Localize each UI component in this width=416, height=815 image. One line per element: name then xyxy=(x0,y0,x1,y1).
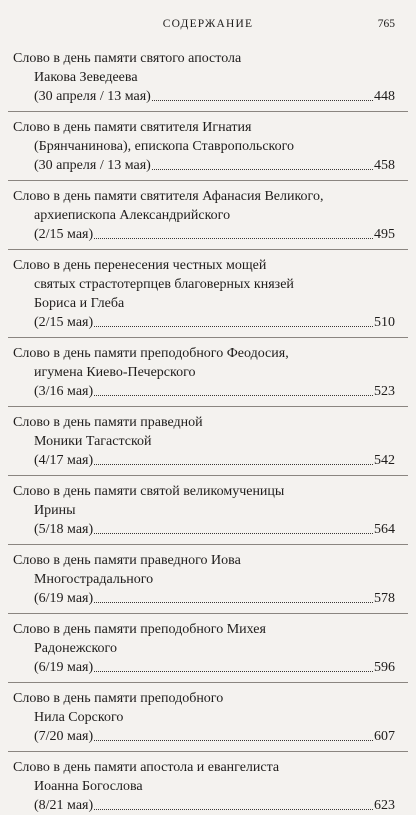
entry-separator xyxy=(8,475,408,476)
entry-title-line: Слово в день памяти апостола и евангелиста xyxy=(13,760,280,775)
entry-title-line: Слово в день памяти преподобного xyxy=(13,691,224,706)
entry-title-continuation: Иоанна Богослова xyxy=(34,779,143,794)
entry-date: (8/21 мая) xyxy=(34,798,94,813)
entry-title-continuation: игумена Киево-Печерского xyxy=(34,365,196,380)
entry-date: (2/15 мая) xyxy=(34,227,94,242)
entry-title-line: Слово в день памяти святителя Афанасия Великого, xyxy=(13,189,324,204)
entry-title-line: Слово в день памяти преподобного Феодосия, xyxy=(13,346,289,361)
dot-leader xyxy=(94,533,373,534)
dot-leader xyxy=(94,238,373,239)
entry-page-number: 607 xyxy=(374,729,395,744)
entry-date-page-line xyxy=(13,727,395,746)
dot-leader xyxy=(94,395,373,396)
entry-title-line: Слово в день памяти святой великомученицы xyxy=(13,484,285,499)
dot-leader xyxy=(94,464,373,465)
header-title: СОДЕРЖАНИЕ xyxy=(162,18,254,30)
entry-date-page-line xyxy=(13,451,395,470)
entry-date: (5/18 мая) xyxy=(34,522,94,537)
entry-title-line: Слово в день памяти праведного Иова xyxy=(13,553,241,568)
entry-title-continuation: (Брянчанинова), епископа Ставропольского xyxy=(34,139,295,154)
entry-date: (30 апреля / 13 мая) xyxy=(34,158,151,173)
entry-page-number: 578 xyxy=(374,591,395,606)
entry-separator xyxy=(8,180,408,181)
entry-title-continuation: архиепископа Александрийского xyxy=(34,208,231,223)
entry-page-number: 596 xyxy=(374,660,395,675)
entry-date: (3/16 мая) xyxy=(34,384,94,399)
entry-page-number: 523 xyxy=(374,384,395,399)
entry-title-continuation: Иакова Зеведеева xyxy=(34,70,138,85)
dot-leader xyxy=(94,809,373,810)
page-number: 765 xyxy=(377,18,395,30)
entry-date: (6/19 мая) xyxy=(34,591,94,606)
running-header xyxy=(0,18,416,34)
entry-separator xyxy=(8,613,408,614)
entry-date-page-line xyxy=(13,520,395,539)
entry-page-number: 495 xyxy=(374,227,395,242)
entry-title-line: Слово в день памяти праведной xyxy=(13,415,203,430)
entry-title-continuation: Ирины xyxy=(34,503,76,518)
entry-title-line: Слово в день памяти святого апостола xyxy=(13,51,242,66)
entry-title-line: Слово в день памяти святителя Игнатия xyxy=(13,120,252,135)
entry-separator xyxy=(8,406,408,407)
entry-separator xyxy=(8,249,408,250)
entry-date-page-line xyxy=(13,225,395,244)
entry-page-number: 623 xyxy=(374,798,395,813)
entry-title-continuation: Радонежского xyxy=(34,641,117,656)
entry-title-continuation: Моники Тагастской xyxy=(34,434,152,449)
dot-leader xyxy=(94,326,373,327)
dot-leader xyxy=(152,100,373,101)
dot-leader xyxy=(94,671,373,672)
entry-date: (30 апреля / 13 мая) xyxy=(34,89,151,104)
entry-page-number: 542 xyxy=(374,453,395,468)
dot-leader xyxy=(94,740,373,741)
entry-page-number: 510 xyxy=(374,315,395,330)
entry-page-number: 564 xyxy=(374,522,395,537)
entry-date-page-line xyxy=(13,382,395,401)
entry-date: (4/17 мая) xyxy=(34,453,94,468)
entry-title-continuation: святых страстотерпцев благоверных князей xyxy=(34,277,294,292)
entry-separator xyxy=(8,111,408,112)
entry-date-page-line xyxy=(13,87,395,106)
entry-title-continuation: Бориса и Глеба xyxy=(34,296,125,311)
entry-title-line: Слово в день памяти преподобного Михея xyxy=(13,622,266,637)
entry-date-page-line xyxy=(13,658,395,677)
entry-date: (7/20 мая) xyxy=(34,729,94,744)
entry-date-page-line xyxy=(13,313,395,332)
entry-title-continuation: Многострадального xyxy=(34,572,154,587)
entry-date-page-line xyxy=(13,589,395,608)
dot-leader xyxy=(152,169,373,170)
entry-page-number: 458 xyxy=(374,158,395,173)
entry-date: (2/15 мая) xyxy=(34,315,94,330)
entry-date-page-line xyxy=(13,156,395,175)
entry-separator xyxy=(8,682,408,683)
entry-title-continuation: Нила Сорского xyxy=(34,710,124,725)
entry-separator xyxy=(8,544,408,545)
entry-date-page-line xyxy=(13,796,395,815)
dot-leader xyxy=(94,602,373,603)
entry-title-line: Слово в день перенесения честных мощей xyxy=(13,258,267,273)
entry-page-number: 448 xyxy=(374,89,395,104)
entry-separator xyxy=(8,751,408,752)
entry-separator xyxy=(8,337,408,338)
entry-date: (6/19 мая) xyxy=(34,660,94,675)
